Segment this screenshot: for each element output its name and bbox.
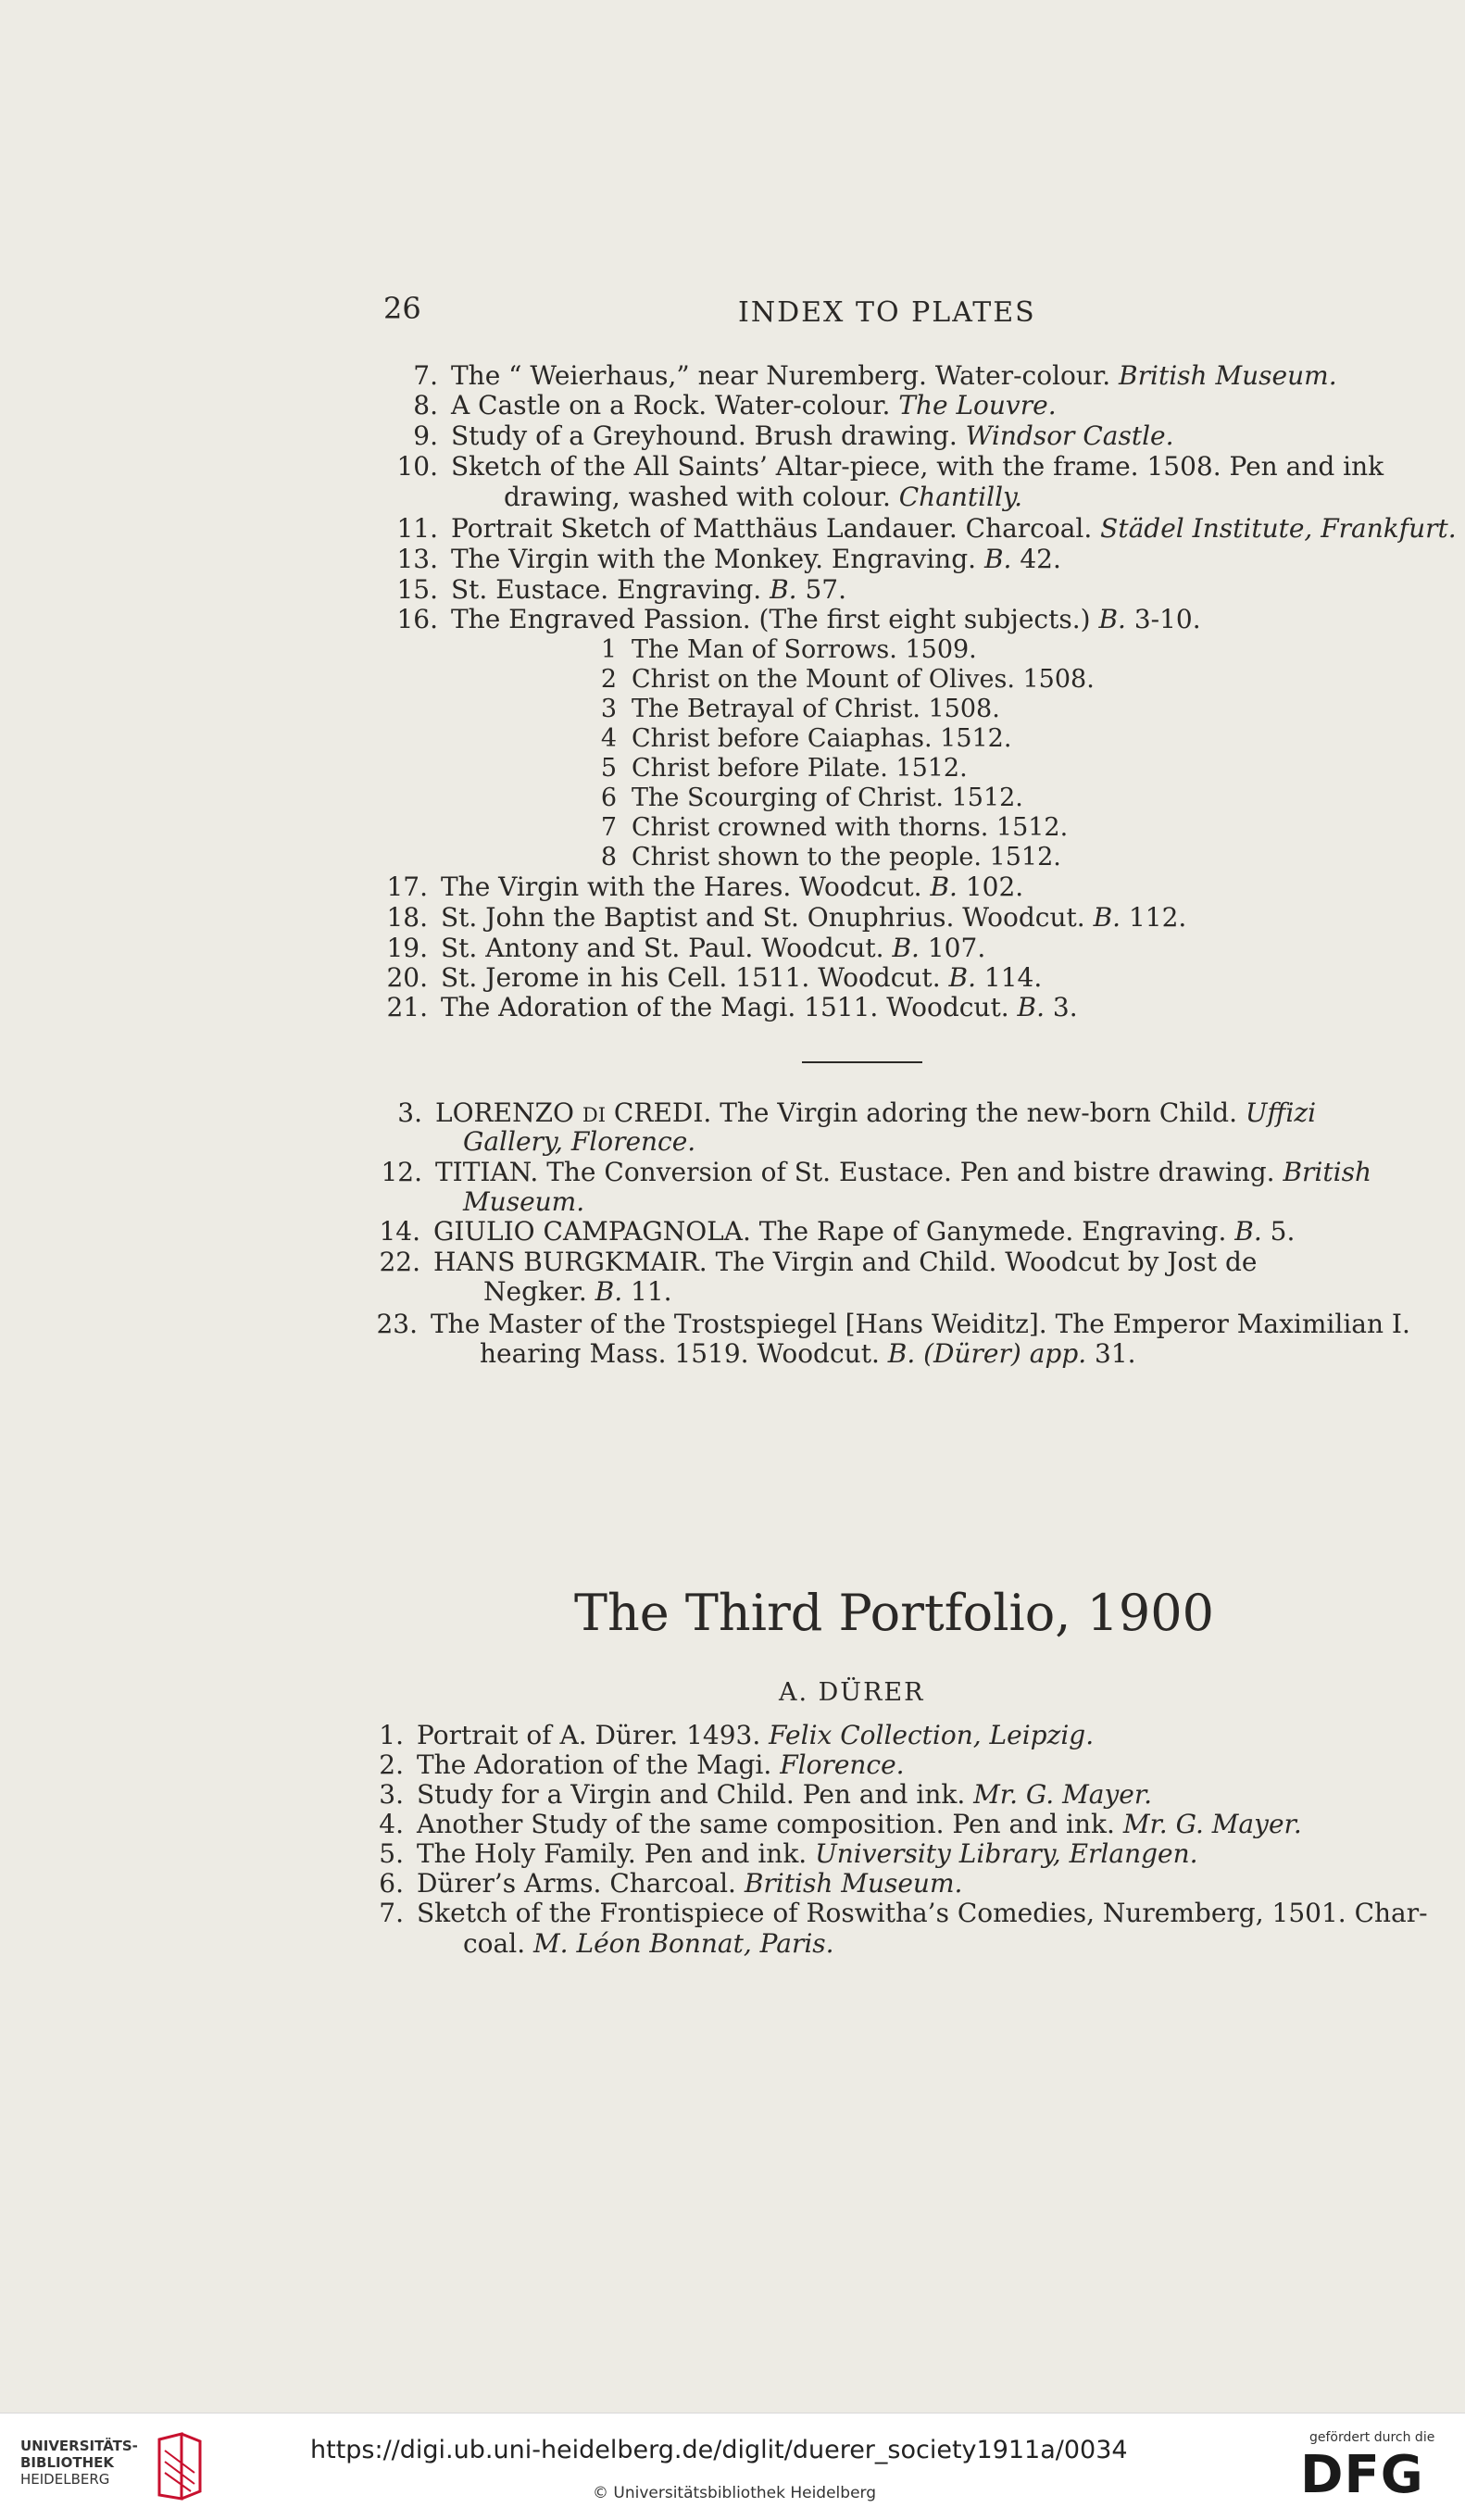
library-name-line1: UNIVERSITÄTS- <box>20 2438 138 2454</box>
sub-list-item: 7 Christ crowned with thorns. 1512. <box>600 813 1069 842</box>
list-item: 6. Dürer’s Arms. Charcoal. British Museum. <box>379 1868 963 1899</box>
list-item: 4. Another Study of the same composition. Pen and ink. Mr. G. Mayer. <box>379 1809 1302 1839</box>
sub-list-item: 2 Christ on the Mount of Olives. 1508. <box>600 665 1095 694</box>
list-item: 23. The Master of the Trostspiegel [Hans Weiditz]. The Emperor Maximilian I. <box>376 1309 1410 1339</box>
section-title: The Third Portfolio, 1900 <box>574 1584 1215 1642</box>
sub-list-item: 1 The Man of Sorrows. 1509. <box>600 635 977 664</box>
running-head: INDEX TO PLATES <box>738 296 1036 329</box>
list-item: 19. St. Antony and St. Paul. Woodcut. B. 107. <box>386 933 986 963</box>
list-item: 2. The Adoration of the Magi. Florence. <box>379 1749 905 1780</box>
sub-list-item: 5 Christ before Pilate. 1512. <box>600 754 968 783</box>
sub-list-item: 6 The Scourging of Christ. 1512. <box>600 784 1023 812</box>
sub-list-item: 8 Christ shown to the people. 1512. <box>600 843 1061 871</box>
library-emblem-icon <box>154 2430 206 2504</box>
page-number: 26 <box>383 291 421 326</box>
list-item: 3. Study for a Virgin and Child. Pen and ink. Mr. G. Mayer. <box>379 1779 1153 1810</box>
list-item: 16. The Engraved Passion. (The first eight subjects.) B. 3-10. <box>396 604 1201 634</box>
list-item: 7. The “ Weierhaus,” near Nuremberg. Water-colour. British Museum. <box>413 360 1337 391</box>
list-item-continuation: Museum. <box>463 1186 585 1217</box>
list-item: 9. Study of a Greyhound. Brush drawing. Windsor Castle. <box>413 420 1174 451</box>
divider-rule <box>802 1061 922 1063</box>
library-name-line3: HEIDELBERG <box>20 2471 110 2488</box>
list-item: 12. TITIAN. The Conversion of St. Eustace. Pen and bistre drawing. British <box>381 1157 1371 1187</box>
list-item: 15. St. Eustace. Engraving. B. 57. <box>396 574 847 605</box>
list-item-continuation: coal. M. Léon Bonnat, Paris. <box>463 1928 834 1959</box>
list-item-continuation: Gallery, Florence. <box>463 1126 696 1157</box>
list-item: 20. St. Jerome in his Cell. 1511. Woodcut. B. 114. <box>386 962 1043 993</box>
list-item-continuation: Negker. B. 11. <box>483 1276 672 1307</box>
list-item-continuation: drawing, washed with colour. Chantilly. <box>504 482 1023 512</box>
library-name-line2: BIBLIOTHEK <box>20 2454 114 2471</box>
list-item: 7. Sketch of the Frontispiece of Roswitha’s Comedies, Nuremberg, 1501. Char- <box>379 1898 1428 1928</box>
sub-list-item: 3 The Betrayal of Christ. 1508. <box>600 695 1000 723</box>
sub-list-item: 4 Christ before Caiaphas. 1512. <box>600 724 1012 753</box>
copyright-notice: © Universitätsbibliothek Heidelberg <box>593 2484 877 2502</box>
funding-label: gefördert durch die <box>1309 2430 1435 2445</box>
list-item: 8. A Castle on a Rock. Water-colour. The Louvre. <box>413 390 1057 420</box>
list-item: 14. GIULIO CAMPAGNOLA. The Rape of Ganymede. Engraving. B. 5. <box>379 1216 1296 1247</box>
list-item: 22. HANS BURGKMAIR. The Virgin and Child. Woodcut by Jost de <box>379 1247 1258 1277</box>
permalink-url[interactable]: https://digi.ub.uni-heidelberg.de/diglit/duerer_society1911a/0034 <box>310 2436 1128 2464</box>
list-item: 10. Sketch of the All Saints’ Altar-piece, with the frame. 1508. Pen and ink <box>396 451 1384 482</box>
list-item: 21. The Adoration of the Magi. 1511. Woodcut. B. 3. <box>386 992 1078 1022</box>
list-item: 13. The Virgin with the Monkey. Engraving. B. 42. <box>396 544 1061 574</box>
list-item: 1. Portrait of A. Dürer. 1493. Felix Collection, Leipzig. <box>379 1720 1095 1750</box>
list-item-continuation: hearing Mass. 1519. Woodcut. B. (Dürer) app. 31. <box>480 1338 1136 1369</box>
list-item: 5. The Holy Family. Pen and ink. University Library, Erlangen. <box>379 1838 1198 1869</box>
list-item: 3. LORENZO DI CREDI. The Virgin adoring the new-born Child. Uffizi <box>397 1097 1317 1128</box>
list-item: 11. Portrait Sketch of Matthäus Landauer. Charcoal. Städel Institute, Frankfurt. <box>396 513 1457 544</box>
viewer-footer <box>0 2413 1465 2520</box>
section-artist: A. DÜRER <box>779 1678 925 1707</box>
list-item: 18. St. John the Baptist and St. Onuphrius. Woodcut. B. 112. <box>386 902 1187 933</box>
dfg-logo[interactable]: DFG <box>1300 2445 1424 2505</box>
list-item: 17. The Virgin with the Hares. Woodcut. B. 102. <box>386 871 1024 902</box>
